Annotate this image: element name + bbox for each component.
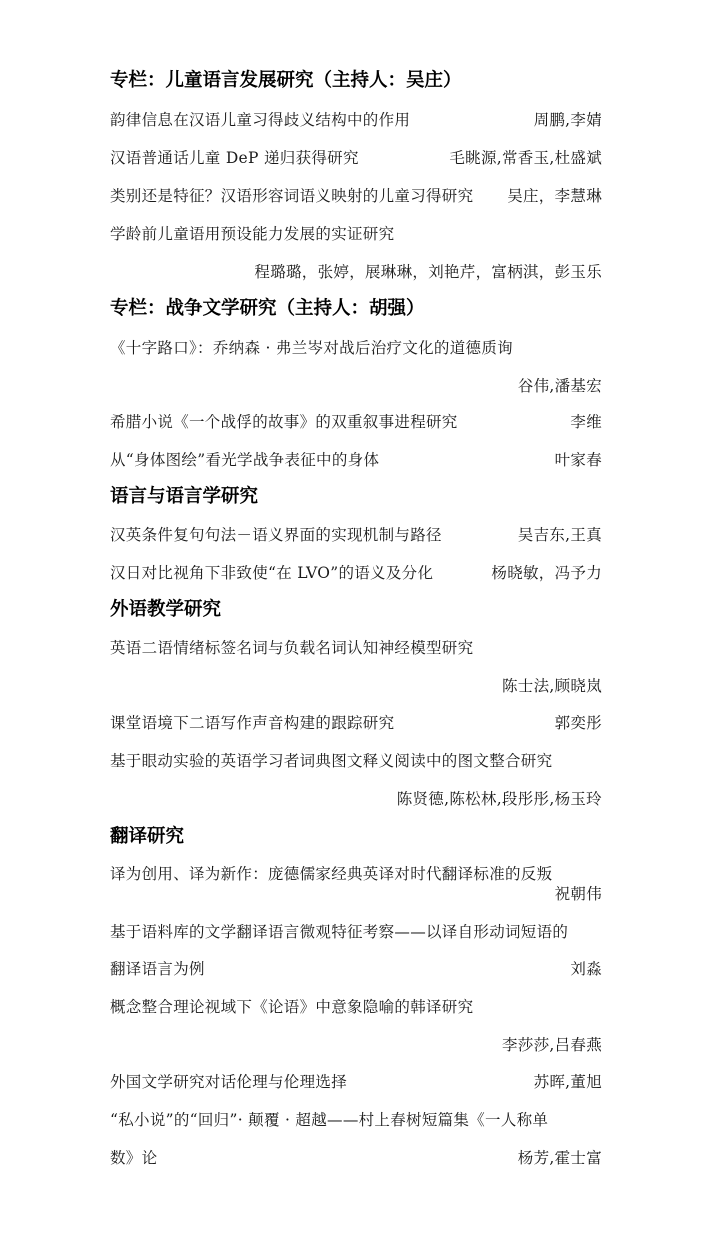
entry-authors: 叶家春 [554, 451, 602, 469]
section-heading: 专栏：儿童语言发展研究（主持人：吴庄） [110, 70, 462, 91]
entry-title: 韵律信息在汉语儿童习得歧义结构中的作用 [110, 111, 411, 129]
section-heading: 翻译研究 [110, 826, 185, 847]
entry-title: 概念整合理论视域下《论语》中意象隐喻的韩译研究 [110, 998, 474, 1016]
entry-title: “私小说”的“回归”· 颠覆 · 超越——村上春树短篇集《一人称单 [110, 1111, 549, 1129]
entry-authors: 刘淼 [570, 960, 602, 978]
entry-authors: 苏晖,董旭 [533, 1073, 602, 1091]
entry-authors: 谷伟,潘基宏 [517, 377, 602, 395]
entry-title: 学龄前儿童语用预设能力发展的实证研究 [110, 225, 395, 243]
entry-title-continued: 数》论 [110, 1149, 158, 1167]
entry-authors: 程璐璐，张婷，展琳琳，刘艳芹，富柄淇，彭玉乐 [254, 263, 602, 281]
entry-title: 《十字路口》：乔纳森 · 弗兰岑对战后治疗文化的道德质询 [110, 339, 513, 357]
entry-title: 基于眼动实验的英语学习者词典图文释义阅读中的图文整合研究 [110, 752, 553, 770]
entry-authors: 周鹏,李婧 [533, 111, 602, 129]
entry-title: 基于语料库的文学翻译语言微观特征考察——以译自形动词短语的 [110, 923, 569, 941]
entry-title: 希腊小说《一个战俘的故事》的双重叙事进程研究 [110, 413, 458, 431]
entry-title: 外国文学研究对话伦理与伦理选择 [110, 1073, 348, 1091]
entry-authors: 杨晓敏，冯予力 [491, 564, 602, 582]
entry-authors: 李维 [570, 413, 602, 431]
entry-title: 汉英条件复句句法－语义界面的实现机制与路径 [110, 526, 442, 544]
entry-title: 从“身体图绘”看光学战争表征中的身体 [110, 451, 380, 469]
entry-title: 汉日对比视角下非致使“在 LVO”的语义及分化 [110, 564, 434, 582]
entry-authors: 吴吉东,王真 [517, 526, 602, 544]
section-heading: 语言与语言学研究 [110, 486, 259, 507]
entry-title-continued: 翻译语言为例 [110, 960, 205, 978]
entry-authors: 吴庄，李慧琳 [507, 187, 602, 205]
section-heading: 专栏：战争文学研究（主持人：胡强） [110, 298, 425, 319]
entry-authors: 杨芳,霍士富 [517, 1149, 602, 1167]
entry-authors: 李莎莎,吕春燕 [501, 1036, 602, 1054]
section-heading: 外语教学研究 [110, 599, 222, 620]
entry-title: 译为创用、译为新作：庞德儒家经典英译对时代翻译标准的反叛 [110, 865, 553, 883]
entry-title: 课堂语境下二语写作声音构建的跟踪研究 [110, 714, 395, 732]
entry-authors: 陈贤德,陈松林,段彤彤,杨玉玲 [396, 790, 602, 808]
entry-authors: 郭奕彤 [554, 714, 602, 732]
entry-title: 英语二语情绪标签名词与负载名词认知神经模型研究 [110, 639, 474, 657]
entry-authors: 祝朝伟 [554, 885, 602, 903]
entry-authors: 毛眺源,常香玉,杜盛斌 [449, 149, 602, 167]
entry-title: 汉语普通话儿童 DeP 递归获得研究 [110, 149, 359, 167]
entry-authors: 陈士法,顾晓岚 [501, 677, 602, 695]
entry-title: 类别还是特征？汉语形容词语义映射的儿童习得研究 [110, 187, 474, 205]
